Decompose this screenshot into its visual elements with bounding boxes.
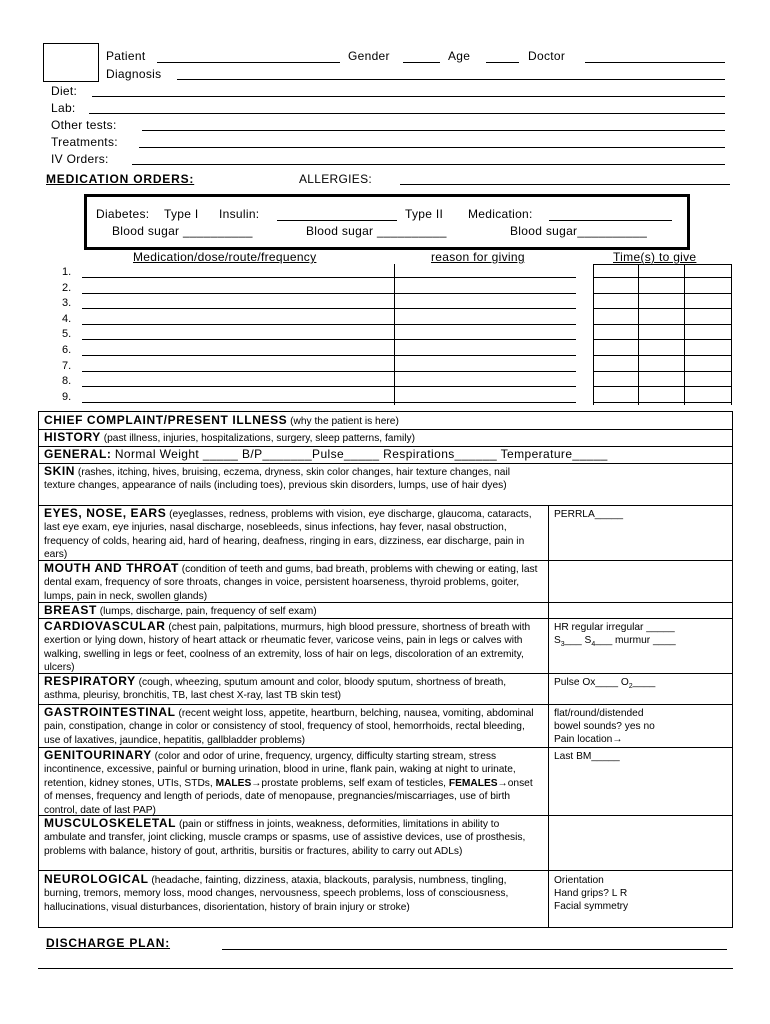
o2-blank: ____	[632, 677, 656, 688]
med-entry-field[interactable]	[82, 339, 394, 340]
type-one-label: Type I	[164, 207, 199, 221]
treatments-label: Treatments:	[51, 135, 118, 149]
reason-field[interactable]	[394, 277, 576, 278]
med-row-number: 3.	[62, 297, 72, 310]
gender-field[interactable]	[403, 62, 440, 63]
age-field[interactable]	[486, 62, 519, 63]
pulse-ox-label: Pulse Ox____ O	[554, 677, 629, 688]
med-entry-field[interactable]	[82, 355, 394, 356]
iv-orders-label: IV Orders:	[51, 152, 109, 166]
perrla-field[interactable]: PERRLA_____	[554, 509, 624, 520]
type-two-label: Type II	[405, 207, 444, 221]
history-text: (past illness, injuries, hospitalizations, surgery, sleep patterns, family)	[103, 433, 415, 444]
allergies-field[interactable]	[400, 184, 730, 185]
patient-label: Patient	[106, 49, 146, 63]
heart-sounds-field[interactable]	[554, 634, 676, 651]
med-entry-field[interactable]	[82, 277, 394, 278]
general-row[interactable]	[44, 448, 734, 461]
med-entry-field[interactable]	[82, 293, 394, 294]
bowel-sounds-field[interactable]: bowel sounds? yes no	[554, 721, 655, 732]
doctor-field[interactable]	[585, 62, 725, 63]
diagnosis-field[interactable]	[177, 79, 725, 80]
times-row[interactable]	[593, 293, 731, 294]
diabetes-label: Diabetes:	[96, 207, 150, 221]
med-entry-field[interactable]	[82, 386, 394, 387]
med-row-number: 6.	[62, 344, 72, 356]
age-label: Age	[448, 49, 471, 63]
musculoskeletal-row[interactable]	[44, 817, 540, 858]
other-tests-field[interactable]	[142, 130, 725, 131]
general-vitals: Normal Weight _____ B/P_______Pulse_____ Respirations______ Temperature_____	[114, 447, 608, 461]
row-sep	[38, 463, 733, 464]
med-row-number: 5.	[62, 328, 72, 341]
discharge-plan-field[interactable]	[222, 949, 727, 950]
general-heading: GENERAL:	[44, 447, 112, 461]
last-bm-field[interactable]: Last BM_____	[554, 751, 620, 762]
patient-field[interactable]	[157, 62, 340, 63]
gastrointestinal-row[interactable]	[44, 706, 540, 747]
neurological-text: (headache, fainting, dizziness, ataxia, blackouts, paralysis, numbness, tingling, burning, tremors, memory loss, mood changes, nervousness, speech problems, loss of consciousness, hallucinations, visual disturbances, disorientation, history of brain injury or stroke)	[44, 875, 509, 913]
times-row[interactable]	[593, 402, 731, 403]
musculoskeletal-heading: MUSCULOSKELETAL	[44, 816, 177, 830]
med-entry-field[interactable]	[82, 308, 394, 309]
s4-sub: 4	[591, 641, 596, 649]
systems-side-divider	[548, 505, 549, 928]
med-row-number: 2.	[62, 281, 72, 294]
reason-field[interactable]	[394, 386, 576, 387]
females-text: onset of menses, frequency and length of periods, date of menopause, pregnancies/miscarriages, use of birth control, date of last PAP)	[44, 777, 533, 816]
history-heading: HISTORY	[44, 430, 101, 444]
med-row-number: 1.	[62, 266, 72, 278]
times-row[interactable]	[593, 355, 731, 356]
diabetes-medication-field[interactable]	[549, 220, 672, 221]
diet-label: Diet:	[51, 84, 78, 98]
gastrointestinal-heading: GASTROINTESTINAL	[44, 705, 176, 719]
o2-sub: 2	[628, 683, 633, 691]
bottom-rule	[38, 968, 733, 969]
times-row[interactable]	[593, 371, 731, 372]
med-table-divider	[394, 264, 395, 405]
iv-orders-field[interactable]	[132, 164, 725, 165]
discharge-plan-heading: DISCHARGE PLAN:	[46, 936, 171, 950]
blood-sugar-1[interactable]: Blood sugar __________	[112, 224, 253, 238]
reason-field[interactable]	[394, 293, 576, 294]
murmur-label: ___ murmur ____	[595, 635, 676, 646]
facial-symmetry-field[interactable]: Facial symmetry	[554, 901, 629, 912]
times-grid-col	[684, 264, 685, 405]
medication-orders-heading: MEDICATION ORDERS:	[46, 172, 195, 186]
times-row[interactable]	[593, 339, 731, 340]
eyes-nose-ears-row[interactable]	[44, 507, 540, 562]
reason-field[interactable]	[394, 371, 576, 372]
genitourinary-row[interactable]	[44, 749, 540, 817]
times-grid-col	[638, 264, 639, 405]
chief-complaint-row[interactable]	[44, 414, 724, 428]
eyes-nose-ears-text: (eyeglasses, redness, problems with vision, eye discharge, glaucoma, cataracts, last eye exam, eye injuries, nasal discharge, nosebleeds, sinus infections, hay fever, nasal obstruction, frequency of colds, hearing aid, hard of hearing, deafness, ringing in ears, dizziness, ear discharge, pain in ears)	[44, 509, 532, 561]
doctor-label: Doctor	[528, 49, 566, 63]
med-col-header: Medication/dose/route/frequency	[133, 250, 317, 264]
times-grid-left	[593, 264, 594, 405]
row-sep	[38, 429, 733, 430]
med-entry-field[interactable]	[82, 402, 394, 403]
med-row-number: 9.	[62, 390, 72, 403]
cardiovascular-text: (chest pain, palpitations, murmurs, high blood pressure, shortness of breath with exertion or lying down, history of heart attack or rheumatic fever, varicose veins, pain in legs or calves with walking, swelling in legs or feet, coolness of an extremity, loss of hair on legs, discoloration of an extremity, ulcers)	[44, 622, 531, 674]
insulin-field[interactable]	[277, 220, 397, 221]
reason-field[interactable]	[394, 402, 576, 403]
respiratory-text: (cough, wheezing, sputum amount and color, bloody sputum, shortness of breath, asthma, pleurisy, bronchitis, TB, last chest X-ray, last TB skin test)	[44, 677, 507, 702]
pulse-ox-field[interactable]	[554, 676, 655, 693]
med-row-number: 8.	[62, 375, 72, 388]
treatments-field[interactable]	[139, 147, 725, 148]
breast-text: (lumps, discharge, pain, frequency of self exam)	[99, 606, 317, 617]
lab-field[interactable]	[89, 113, 725, 114]
diagnosis-label: Diagnosis	[106, 67, 162, 81]
mouth-throat-heading: MOUTH AND THROAT	[44, 561, 179, 575]
med-row-number: 7.	[62, 359, 72, 372]
blood-sugar-2[interactable]: Blood sugar __________	[306, 224, 447, 238]
males-label: MALES→	[215, 777, 262, 789]
males-text: prostate problems, self exam of testicles,	[261, 777, 447, 789]
medication-label: Medication:	[468, 207, 533, 221]
allergies-label: ALLERGIES:	[299, 172, 373, 186]
chief-complaint-heading: CHIEF COMPLAINT/PRESENT ILLNESS	[44, 413, 288, 427]
cardiovascular-heading: CARDIOVASCULAR	[44, 619, 166, 633]
abdomen-shape-field[interactable]: flat/round/distended	[554, 708, 644, 719]
females-label: FEMALES→	[448, 777, 508, 789]
skin-text: (rashes, itching, hives, bruising, eczema, dryness, skin color changes, hair texture changes, nail texture changes, appearance of nails (including toes), previous skin disorders, lumps, use of hair dyes)	[44, 467, 510, 492]
med-entry-field[interactable]	[82, 324, 394, 325]
times-grid-top	[593, 264, 731, 265]
blood-sugar-3[interactable]: Blood sugar__________	[510, 224, 648, 238]
respiratory-heading: RESPIRATORY	[44, 674, 136, 688]
gender-label: Gender	[348, 49, 390, 63]
times-row[interactable]	[593, 324, 731, 325]
hand-grips-field[interactable]: Hand grips? L R	[554, 888, 628, 899]
orientation-field[interactable]: Orientation	[554, 875, 604, 886]
times-row[interactable]	[593, 386, 731, 387]
s3-label: S	[554, 635, 561, 646]
s4-label: ___ S	[564, 635, 592, 646]
hr-field[interactable]: HR regular irregular _____	[554, 622, 675, 633]
neurological-heading: NEUROLOGICAL	[44, 872, 149, 886]
eyes-nose-ears-heading: EYES, NOSE, EARS	[44, 506, 167, 520]
times-row[interactable]	[593, 277, 731, 278]
med-row-number: 4.	[62, 312, 72, 325]
genitourinary-heading: GENITOURINARY	[44, 748, 152, 762]
chief-complaint-text: (why the patient is here)	[290, 416, 399, 427]
musculoskeletal-text: (pain or stiffness in joints, weakness, deformities, limitations in ability to ambulate and transfer, joint clicking, muscle cramps or spasms, use of assistive devices, use of prosthesis, problems with balance, history of gout, arthritis, bursitis or fractures, ability to carry out ADLs)	[44, 819, 526, 857]
times-row[interactable]	[593, 308, 731, 309]
times-col-header: Time(s) to give	[613, 250, 697, 264]
reason-col-header: reason for giving	[431, 250, 525, 264]
row-sep	[38, 870, 733, 871]
reason-field[interactable]	[394, 308, 576, 309]
cardiovascular-row[interactable]	[44, 620, 540, 675]
breast-heading: BREAST	[44, 603, 97, 617]
skin-heading: SKIN	[44, 464, 76, 478]
breast-row[interactable]	[44, 604, 540, 618]
gastrointestinal-text: (recent weight loss, appetite, heartburn, belching, nausea, vomiting, abdominal pain, constipation, change in color or consistency of stool, frequency of stool, hemorrhoids, rectal bleeding, use of laxatives, jaundice, hepatitis, gallbladder problems)	[44, 708, 534, 746]
pain-location-field[interactable]: Pain location→	[554, 734, 623, 745]
lab-label: Lab:	[51, 101, 76, 115]
reason-field[interactable]	[394, 339, 576, 340]
diet-field[interactable]	[92, 96, 725, 97]
reason-field[interactable]	[394, 355, 576, 356]
diabetes-box	[84, 194, 690, 250]
respiratory-row[interactable]	[44, 675, 540, 703]
times-grid-right	[731, 264, 732, 405]
other-tests-label: Other tests:	[51, 118, 117, 132]
skin-row[interactable]	[44, 465, 514, 493]
patient-photo-box	[43, 43, 99, 82]
mouth-throat-text: (condition of teeth and gums, bad breath, problems with chewing or eating, last dental exam, frequency of sore throats, changes in voice, persistent hoarseness, thyroid problems, goiter, lumps, pain in neck, swollen glands)	[44, 564, 538, 602]
neurological-row[interactable]	[44, 873, 540, 914]
genitourinary-text: (color and odor of urine, frequency, urgency, difficulty starting stream, stress incontinence, excessive, painful or burning urination, blood in urine, flank pain, waking at night to urinate, retention, kidney stones, UTIs, STDs,	[44, 751, 516, 789]
med-entry-field[interactable]	[82, 371, 394, 372]
insulin-label: Insulin:	[219, 207, 260, 221]
mouth-throat-row[interactable]	[44, 562, 540, 603]
reason-field[interactable]	[394, 324, 576, 325]
history-row[interactable]	[44, 431, 724, 445]
s3-sub: 3	[560, 641, 565, 649]
